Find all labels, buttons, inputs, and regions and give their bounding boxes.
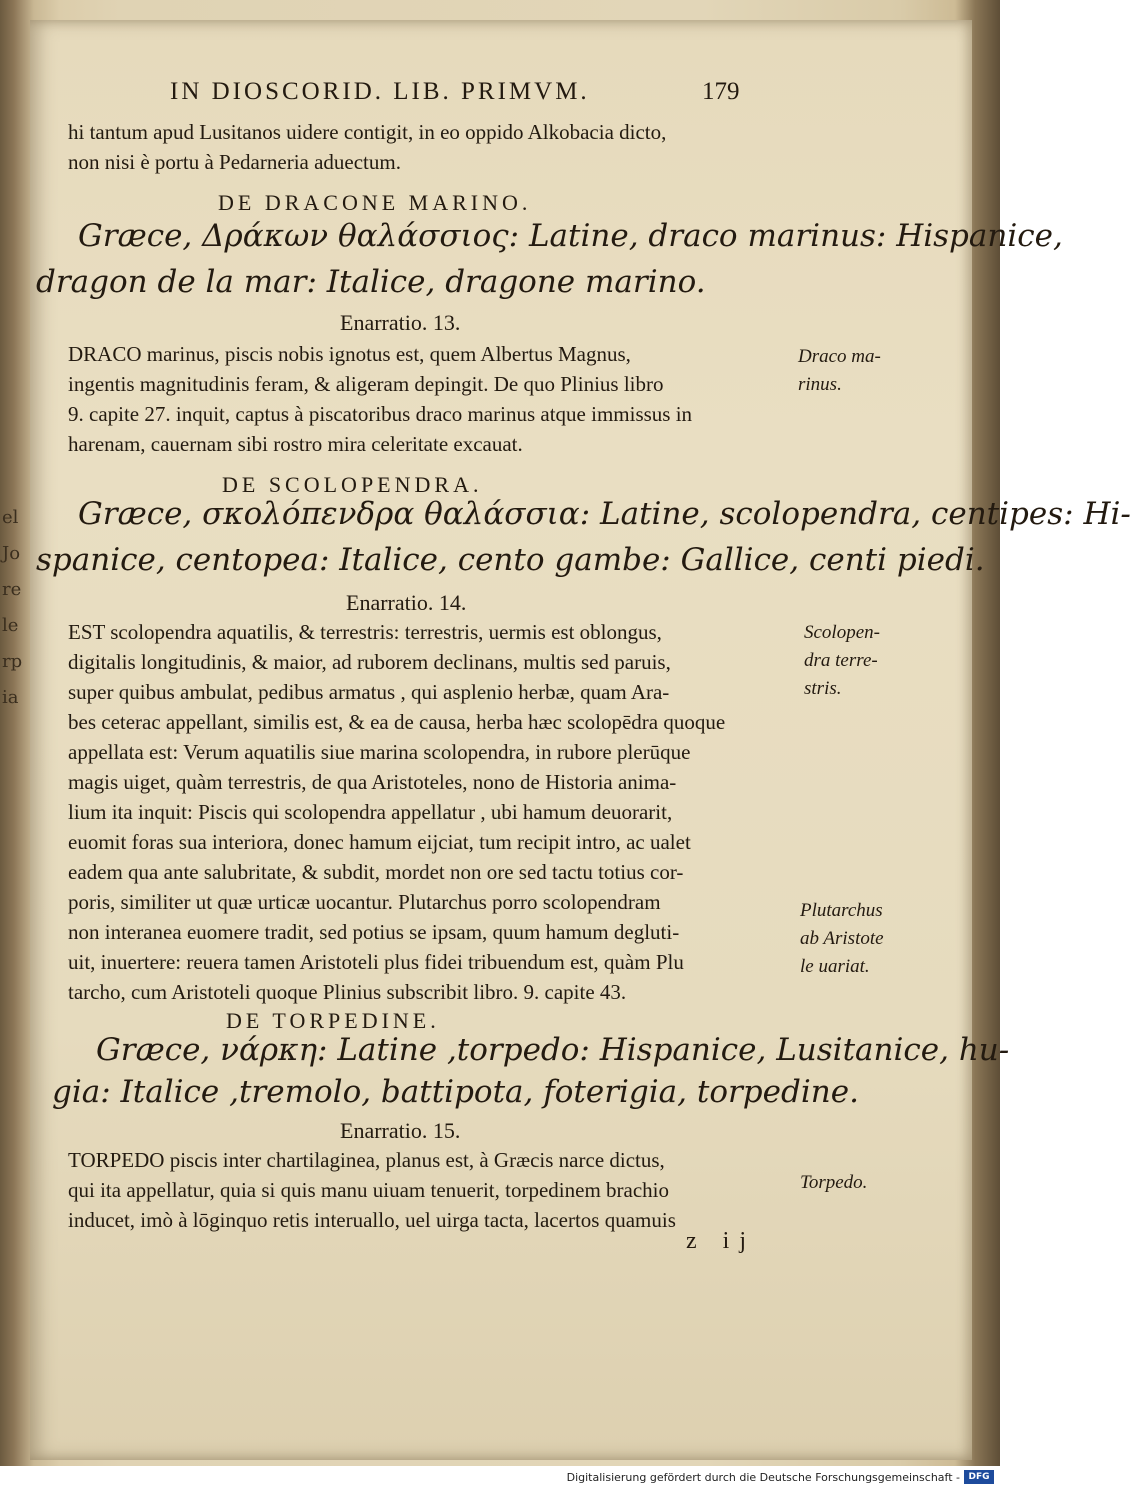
text-line: TORPEDO piscis inter chartilaginea, planus est, à Græcis narce dictus, <box>68 1148 665 1172</box>
text-line: hi tantum apud Lusitanos uidere contigit, in eo oppido Alkobacia dicto, <box>68 120 667 144</box>
text-line: EST scolopendra aquatilis, & terrestris: terrestris, uermis est oblongus, <box>68 620 662 644</box>
names-line: Græce, νάρκη: Latine ,torpedo: Hispanice, Lusitanice, hu- <box>96 1032 1010 1068</box>
book-page <box>30 20 1131 1460</box>
text-line: lium ita inquit: Piscis qui scolopendra appellatur , ubi hamum deuorarit, <box>68 800 673 824</box>
text-line: eadem qua ante salubritate, & subdit, mordet non ore sed tactu totius cor- <box>68 860 684 884</box>
margin-note: Draco ma- <box>798 346 881 367</box>
margin-note: dra terre- <box>804 650 878 671</box>
names-line: dragon de la mar: Italice, dragone marino. <box>36 264 706 300</box>
margin-note: ab Aristote <box>800 928 884 949</box>
margin-note: Plutarchus <box>800 900 883 921</box>
left-page-edge <box>0 500 24 1060</box>
left-edge-fragment: re <box>2 579 22 600</box>
text-line: digitalis longitudinis, & maior, ad ruborem declinans, multis sed paruis, <box>68 650 671 674</box>
left-edge-fragment: el <box>2 507 19 528</box>
enarratio-label: Enarratio. 15. <box>340 1118 461 1143</box>
text-line: poris, similiter ut quæ urticæ uocantur. Plutarchus porro scolopendram <box>68 890 661 914</box>
text-line: 9. capite 27. inquit, captus à piscatoribus draco marinus atque immissus in <box>68 402 693 426</box>
left-edge-fragment: ia <box>2 687 19 708</box>
text-line: super quibus ambulat, pedibus armatus , qui asplenio herbæ, quam Ara- <box>68 680 670 704</box>
text-line: inducet, imò à lōginquo retis interuallo, uel uirga tacta, lacertos quamuis <box>68 1208 676 1232</box>
names-line: Græce, σκολόπενδρα θαλάσσια: Latine, scolopendra, centipes: Hi- <box>78 496 1131 532</box>
text-line: ingentis magnitudinis feram, & aligeram depingit. De quo Plinius libro <box>68 372 664 396</box>
text-line: qui ita appellatur, quia si quis manu uiuam tenuerit, torpedinem brachio <box>68 1178 670 1202</box>
section-heading-torpedo: DE TORPEDINE. <box>226 1008 440 1033</box>
names-line: spanice, centopea: Italice, cento gambe: Gallice, centi piedi. <box>36 542 985 578</box>
margin-note: rinus. <box>798 374 842 395</box>
section-heading-scolopendra: DE SCOLOPENDRA. <box>222 472 483 497</box>
text-line: non nisi è portu à Pedarneria aduectum. <box>68 150 401 174</box>
text-line: DRACO marinus, piscis nobis ignotus est, quem Albertus Magnus, <box>68 342 631 366</box>
page-number: 179 <box>702 78 740 105</box>
names-line: Græce, Δράκων θαλάσσιος: Latine, draco marinus: Hispanice, <box>78 218 1063 254</box>
text-line: magis uiget, quàm terrestris, de qua Aristoteles, nono de Historia anima- <box>68 770 677 794</box>
footer-bar <box>0 1466 1000 1488</box>
left-edge-fragment: le <box>2 615 19 636</box>
signature-mark: z ij <box>686 1228 756 1254</box>
enarratio-label: Enarratio. 14. <box>346 590 467 615</box>
dfg-logo: DFG <box>964 1470 994 1484</box>
margin-note: le uariat. <box>800 956 870 977</box>
text-line: non interanea euomere tradit, sed potius se ipsam, quum hamum degluti- <box>68 920 680 944</box>
left-edge-fragment: Jo <box>2 543 21 564</box>
section-heading-draco: DE DRACONE MARINO. <box>218 190 532 215</box>
margin-note: Torpedo. <box>800 1172 868 1193</box>
enarratio-label: Enarratio. 13. <box>340 310 461 335</box>
text-line: harenam, cauernam sibi rostro mira celeritate excauat. <box>68 432 523 456</box>
margin-note: stris. <box>804 678 842 699</box>
text-line: appellata est: Verum aquatilis siue marina scolopendra, in rubore plerūque <box>68 740 691 764</box>
left-edge-fragment: rp <box>2 651 23 672</box>
footer-credit: Digitalisierung gefördert durch die Deutsche Forschungsgemeinschaft - <box>566 1471 960 1484</box>
margin-note: Scolopen- <box>804 622 880 643</box>
text-line: uit, inuertere: reuera tamen Aristoteli plus fidei tribuendum est, quàm Plu <box>68 950 684 974</box>
text-line: euomit foras sua interiora, donec hamum eijciat, tum recipit intro, ac ualet <box>68 830 691 854</box>
names-line: gia: Italice ,tremolo, battipota, foterigia, torpedine. <box>52 1074 859 1110</box>
text-line: bes ceterac appellant, similis est, & ea de causa, herba hæc scolopēdra quoque <box>68 710 726 734</box>
running-header: IN DIOSCORID. LIB. PRIMVM. <box>170 78 590 105</box>
text-line: tarcho, cum Aristoteli quoque Plinius subscribit libro. 9. capite 43. <box>68 980 627 1004</box>
